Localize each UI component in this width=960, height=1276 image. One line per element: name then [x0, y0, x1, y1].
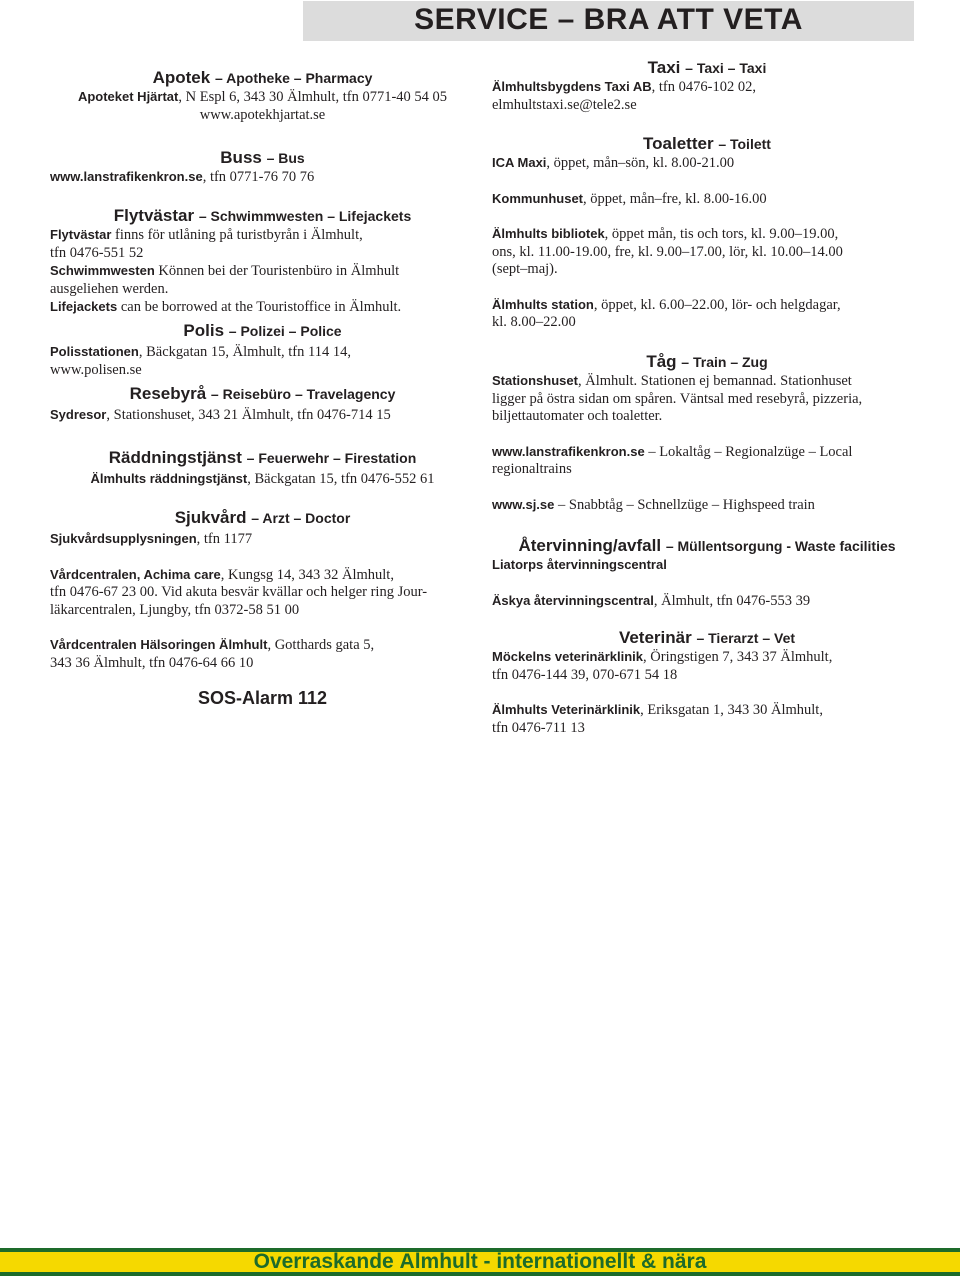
section-resebyra: Resebyrå – Reisebüro – Travelagency Sydresor, Stationshuset, 343 21 Älmhult, tfn 0476-714 15 [50, 384, 475, 425]
section-polis: Polis – Polizei – Police Polisstationen, Bäckgatan 15, Älmhult, tfn 114 14, www.polisen.se [50, 321, 475, 379]
section-veterinar: Veterinär – Tierarzt – Vet Möckelns veterinärklinik, Öringstigen 7, 343 37 Älmhult, tfn 0476-144 39, 070-671 54 18 Älmhults Veterinärklinik, Eriksgatan 1, 343 30 Älmhult, tfn 0476-711 13 [492, 628, 922, 737]
section-apotek: Apotek – Apotheke – Pharmacy Apoteket Hjärtat, N Espl 6, 343 30 Älmhult, tfn 0771-40 54 05 www.apotekhjartat.se [50, 68, 475, 124]
section-atervinning: Återvinning/avfall – Müllentsorgung - Waste facilities Liatorps återvinningscentral Äskya återvinningscentral, Älmhult, tfn 0476-553 39 [492, 536, 922, 610]
buss-website[interactable]: www.lanstrafikenkron.se [50, 169, 203, 184]
section-toaletter: Toaletter – Toilett ICA Maxi, öppet, mån–sön, kl. 8.00-21.00 Kommunhuset, öppet, mån–fre, kl. 8.00-16.00 Älmhults bibliotek, öppet mån, tis och tors, kl. 9.00–19.00, ons, kl. 11.00-19.00, fre, kl. 9.00–17.00, lör, kl. 10.00–14.00 (sept–maj). Älmhults station, öppet, kl. 6.00–22.00, lör- och helgdagar, kl. 8.00–22.00 [492, 134, 922, 332]
apotek-website[interactable]: www.apotekhjartat.se [199, 106, 326, 123]
footer-slogan: Överraskande Älmhult - internationellt & nära [253, 1250, 707, 1273]
toaletter-heading: Toaletter – Toilett [643, 134, 771, 153]
taxi-email[interactable]: elmhultstaxi.se@tele2.se [492, 96, 637, 113]
section-buss: Buss – Bus www.lanstrafikenkron.se, tfn 0771-76 70 76 [50, 148, 475, 187]
raddning-heading: Räddningstjänst – Feuerwehr – Firestation [108, 448, 417, 467]
sj-link[interactable]: www.sj.se [492, 496, 555, 512]
section-raddningstjanst: Räddningstjänst – Feuerwehr – Firestation Älmhults räddningstjänst, Bäckgatan 15, tfn 0476-552 61 [50, 448, 475, 489]
flytvastar-heading: Flytvästar – Schwimmwesten – Lifejackets [113, 206, 412, 225]
buss-heading: Buss – Bus [220, 148, 305, 167]
tag-heading: Tåg – Train – Zug [646, 352, 768, 371]
resebyra-heading: Resebyrå – Reisebüro – Travelagency [129, 384, 396, 403]
sos-alarm: SOS-Alarm 112 [197, 688, 328, 708]
apotek-heading: Apotek – Apotheke – Pharmacy [152, 68, 373, 87]
taxi-heading: Taxi – Taxi – Taxi [647, 58, 767, 77]
page-title: SERVICE – BRA ATT VETA [414, 3, 803, 36]
veterinar-heading: Veterinär – Tierarzt – Vet [618, 628, 796, 647]
polis-heading: Polis – Polizei – Police [183, 321, 342, 340]
section-taxi: Taxi – Taxi – Taxi Älmhultsbygdens Taxi AB, tfn 0476-102 02, elmhultstaxi.se@tele2.se [492, 58, 922, 114]
section-sjukvard: Sjukvård – Arzt – Doctor Sjukvårdsupplysningen, tfn 1177 Vårdcentralen, Achima care, Kungsg 14, 343 32 Älmhult, tfn 0476-67 23 00. Vid akuta besvär kvällar och helger ring Jour- läkarcentralen, Ljungby, tfn 0372-58 51 00 Vårdcentralen Hälsoringen Älmhult, Gotthards gata 5, 343 36 Älmhult, tfn 0476-64 66 10 [50, 508, 475, 672]
section-flytvastar: Flytvästar – Schwimmwesten – Lifejackets Flytvästar finns för utlåning på turistbyrån i Älmhult, tfn 0476-551 52 Schwimmwesten Können bei der Touristenbüro in Älmhult ausgeliehen werden. Lifejackets can be borrowed at the Touristoffice in Älmhult. [50, 206, 475, 317]
sjukvard-heading: Sjukvård – Arzt – Doctor [174, 508, 351, 527]
polis-website[interactable]: www.polisen.se [50, 361, 142, 378]
lanstrafiken-link[interactable]: www.lanstrafikenkron.se [492, 443, 645, 459]
atervinning-heading: Återvinning/avfall – Müllentsorgung - Waste facilities [518, 536, 896, 555]
section-tag: Tåg – Train – Zug Stationshuset, Älmhult. Stationen ej bemannad. Stationhuset ligger på östra sidan om spåren. Väntsal med resebyrå, pizzeria, biljettautomater och toaletter. www.lanstrafikenkron.se – Lokaltåg – Regionalzüge – Local regionaltrains www.sj.se – Snabbtåg – Schnellzüge – Highspeed train [492, 352, 922, 514]
header-bar [303, 1, 914, 41]
